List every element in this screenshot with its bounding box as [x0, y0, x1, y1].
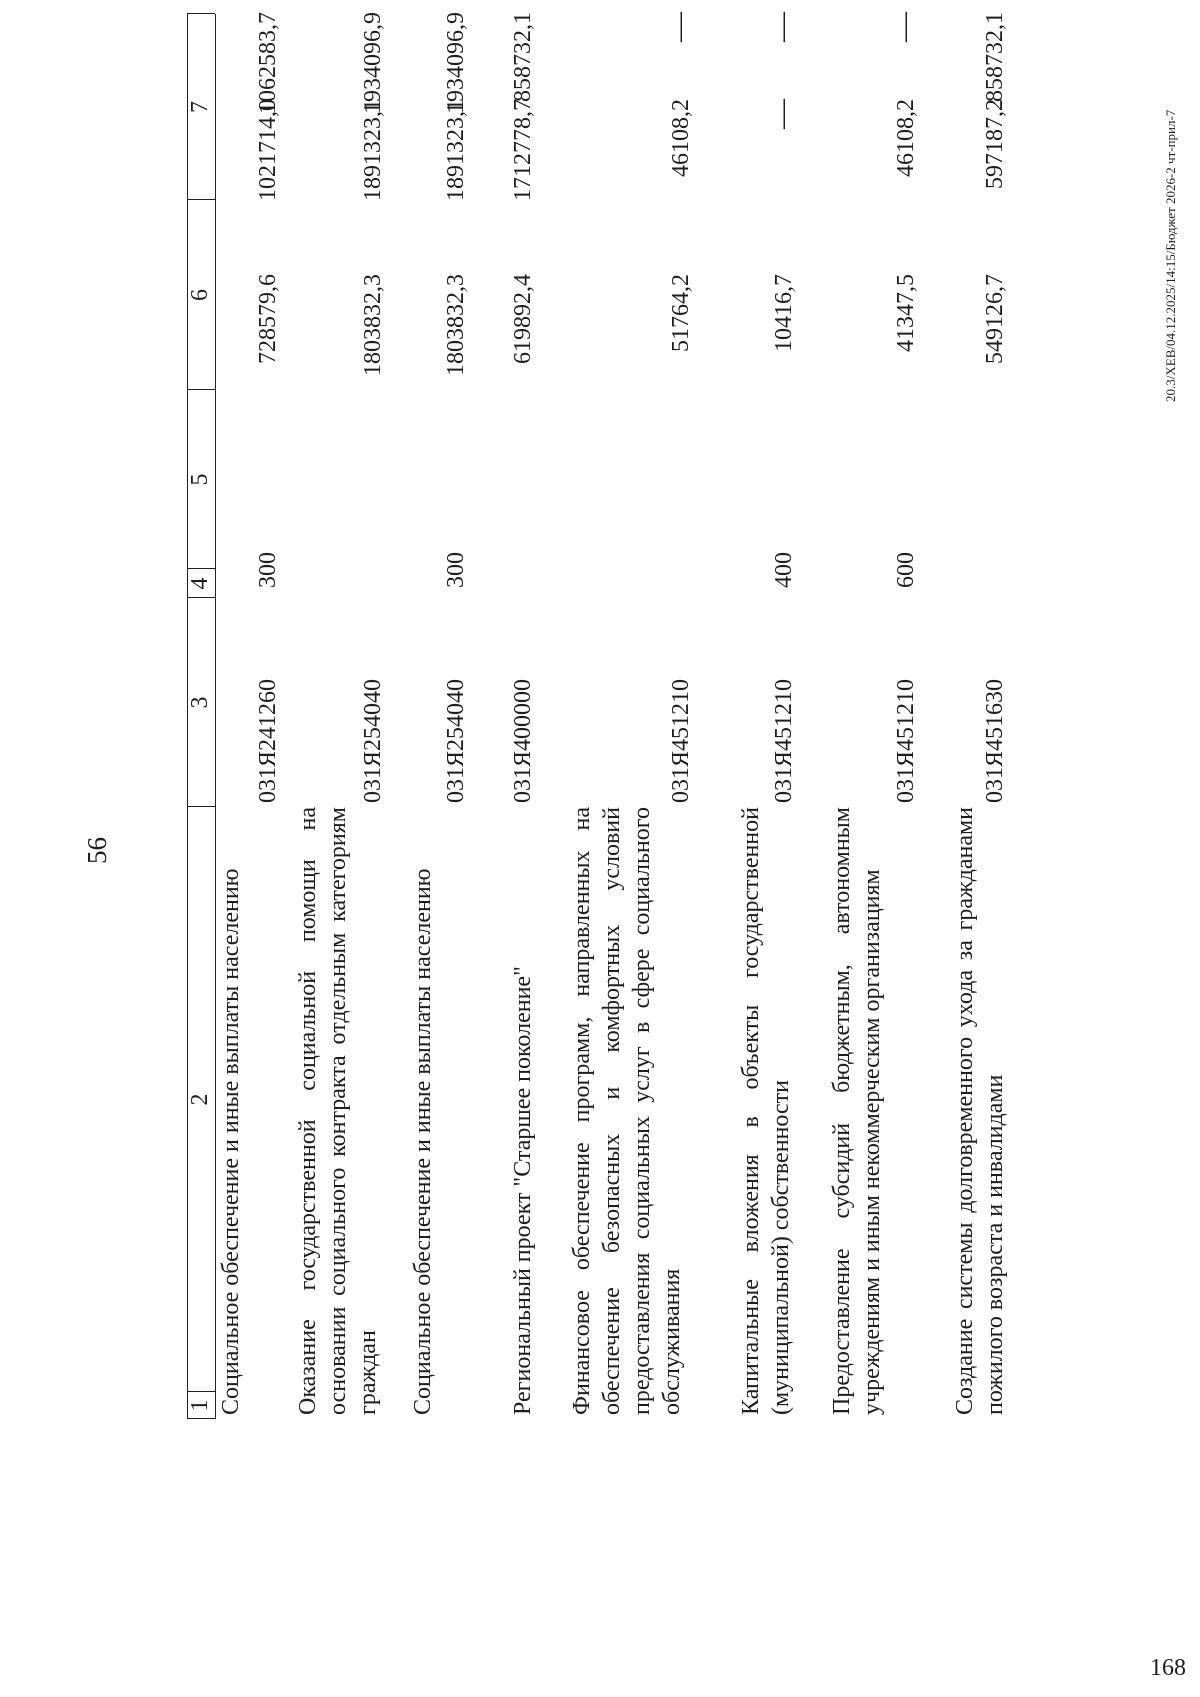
row-description: Финансовое обеспечение программ, направленных на обеспечение безопасных и комфортных условий предоставления социальных услуг в сфере социального обслуживания [569, 807, 685, 1415]
row-code: 031Я451210 [668, 678, 694, 803]
row-description: Социальное обеспечение и иные выплаты населению [218, 868, 244, 1415]
row-code: 031Я241260 [255, 678, 281, 803]
row-value-2027: 1934096,9 [443, 12, 469, 114]
row-value-2025: 1803832,3 [443, 274, 469, 376]
row-code: 031Я254040 [443, 678, 469, 803]
row-value-2025: 51764,2 [668, 274, 694, 352]
row-description: Региональный проект "Старшее поколение" [510, 966, 536, 1415]
header-col-4: 4 [187, 577, 213, 590]
row-code: 031Я400000 [510, 678, 536, 803]
row-value-2027: 858732,1 [510, 12, 536, 102]
header-col-1: 1 [187, 1399, 213, 1412]
row-description: Социальное обеспечение и иные выплаты населению [410, 868, 436, 1415]
row-value-2025: 41347,5 [893, 274, 919, 352]
row-value-2025: 619892,4 [510, 274, 536, 364]
row-type: 300 [443, 552, 469, 588]
row-description: Создание системы долговременного ухода за гражданами пожилого возраста и инвалидами [952, 807, 1008, 1415]
header-col-2: 2 [187, 1093, 213, 1106]
row-value-2025: 1803832,3 [360, 274, 386, 376]
row-type: 600 [893, 552, 919, 588]
row-description: Предоставление субсидий бюджетным, автономным учреждениям и иным некоммерческим организациям [829, 807, 885, 1415]
row-value-2025: 10416,7 [771, 274, 797, 352]
header-col-6: 6 [187, 289, 213, 301]
file-stamp: 20.3/ХЕВ/04.12.2025/14:15/Бюджет 2026-2 чт-прил-7 [1163, 109, 1178, 402]
row-value-2026: 597187,2 [982, 99, 1008, 189]
row-value-2026: 1712778,7 [510, 99, 536, 201]
row-value-2026: 1891323,1 [443, 99, 469, 201]
row-value-2025: 728579,6 [255, 274, 281, 364]
row-value-2026: 46108,2 [893, 99, 919, 177]
header-col-3: 3 [187, 696, 213, 709]
row-value-2027: 858732,1 [982, 12, 1008, 102]
sheet-number: 168 [1150, 1655, 1186, 1681]
row-code: 031Я451630 [982, 678, 1008, 803]
row-value-2026: 46108,2 [668, 99, 694, 177]
row-code: 031Я254040 [360, 678, 386, 803]
row-value-2027: — [887, 12, 920, 42]
row-code: 031Я451210 [771, 678, 797, 803]
row-value-2027: 1934096,9 [360, 12, 386, 114]
page-number: 56 [82, 837, 112, 864]
row-value-2026: 1891323,1 [360, 99, 386, 201]
row-code: 031Я451210 [893, 678, 919, 803]
row-value-2026: 1021714,0 [255, 99, 281, 201]
row-value-2027: — [662, 12, 695, 42]
row-description: Капитальные вложения в объекты государственной (муниципальной) собственности [738, 807, 794, 1415]
row-type: 400 [771, 552, 797, 588]
row-description: Оказание государственной социальной помощи на основании социального контракта отдельным категориям граждан [295, 807, 381, 1415]
row-value-2027: — [765, 12, 798, 42]
header-col-5: 5 [187, 473, 213, 486]
row-value-2025: 549126,7 [982, 274, 1008, 364]
row-value-2027: 1062583,7 [255, 12, 281, 114]
header-col-7: 7 [187, 101, 213, 113]
row-value-2026: — [765, 99, 798, 129]
row-type: 300 [255, 552, 281, 588]
